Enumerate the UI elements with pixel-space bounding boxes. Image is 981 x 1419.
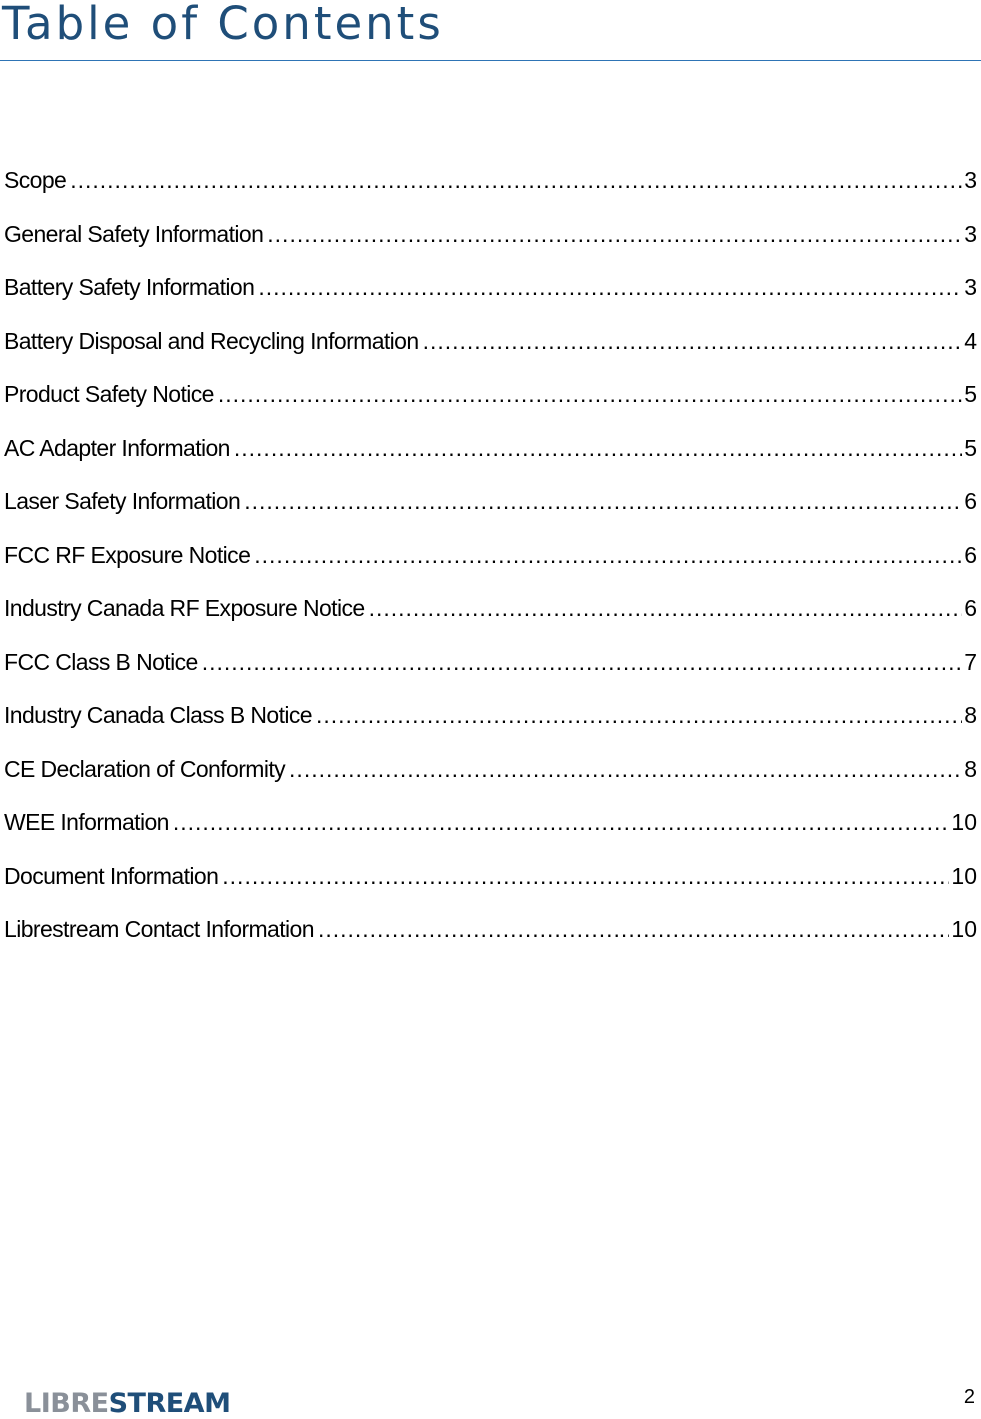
- toc-entry-page: 10: [951, 916, 977, 942]
- toc-entry[interactable]: [4, 154, 977, 208]
- toc-entry[interactable]: [4, 850, 977, 904]
- toc-entry-page: 6: [964, 595, 977, 621]
- toc-dot-leader: [218, 368, 962, 422]
- toc-entry-page: 5: [964, 434, 977, 461]
- toc-dot-leader: [173, 796, 950, 850]
- toc-dot-leader: [70, 154, 962, 208]
- logo-wordmark-stream: STREAM: [108, 1388, 231, 1419]
- toc-entry[interactable]: [4, 475, 977, 529]
- toc-entry[interactable]: [4, 796, 977, 850]
- toc-entry-page: 3: [964, 274, 977, 300]
- toc-dot-leader: [369, 582, 963, 636]
- toc-dot-leader: [318, 903, 949, 957]
- toc-entry-page: 4: [964, 327, 977, 354]
- toc-entry-label: Scope: [4, 167, 67, 193]
- toc-dot-leader: [316, 689, 962, 743]
- page-number: 2: [963, 1386, 975, 1408]
- toc-entry-label: Product Safety Notice: [4, 381, 214, 407]
- toc-entry-label: FCC Class B Notice: [4, 648, 198, 675]
- toc-entry-page: 3: [964, 167, 977, 193]
- toc-entry[interactable]: [4, 368, 977, 422]
- toc-entry-page: 8: [964, 755, 977, 782]
- toc-entry-page: 3: [964, 220, 977, 247]
- toc-entry[interactable]: [4, 903, 977, 957]
- toc-entry-page: 10: [951, 862, 977, 889]
- toc-entry[interactable]: [4, 743, 977, 797]
- toc-entry[interactable]: [4, 636, 977, 690]
- toc-entry[interactable]: [4, 208, 977, 262]
- toc-dot-leader: [222, 850, 949, 904]
- toc-entry-label: Battery Safety Information: [4, 274, 255, 300]
- table-of-contents: [4, 154, 977, 957]
- toc-entry-page: 10: [951, 809, 977, 835]
- toc-entry-page: 6: [964, 541, 977, 568]
- page-title: Table of Contents: [2, 0, 444, 50]
- toc-dot-leader: [423, 315, 963, 369]
- toc-entry-label: Document Information: [4, 862, 219, 889]
- librestream-logo: [24, 1390, 230, 1418]
- toc-dot-leader: [202, 636, 963, 690]
- toc-dot-leader: [258, 261, 962, 315]
- toc-entry-label: FCC RF Exposure Notice: [4, 541, 251, 568]
- toc-entry-label: Industry Canada RF Exposure Notice: [4, 595, 365, 621]
- toc-entry-label: Industry Canada Class B Notice: [4, 702, 312, 728]
- toc-entry[interactable]: [4, 261, 977, 315]
- toc-entry-label: AC Adapter Information: [4, 434, 230, 461]
- toc-entry-label: WEE Information: [4, 809, 169, 835]
- toc-entry-page: 6: [964, 488, 977, 514]
- toc-entry[interactable]: [4, 422, 977, 476]
- toc-entry-page: 7: [964, 648, 977, 675]
- toc-entry-label: Laser Safety Information: [4, 488, 241, 514]
- toc-dot-leader: [267, 208, 962, 262]
- toc-entry-label: General Safety Information: [4, 220, 264, 247]
- toc-entry-label: Librestream Contact Information: [4, 916, 314, 942]
- toc-entry[interactable]: [4, 529, 977, 583]
- toc-entry[interactable]: [4, 315, 977, 369]
- toc-entry-page: 8: [964, 702, 977, 728]
- toc-dot-leader: [244, 475, 962, 529]
- toc-dot-leader: [254, 529, 962, 583]
- toc-entry-label: CE Declaration of Conformity: [4, 755, 286, 782]
- toc-entry[interactable]: [4, 582, 977, 636]
- title-divider: [0, 60, 981, 61]
- toc-entry-page: 5: [964, 381, 977, 407]
- toc-dot-leader: [289, 743, 962, 797]
- toc-entry[interactable]: [4, 689, 977, 743]
- logo-wordmark-libre: LIBRE: [24, 1388, 109, 1419]
- toc-entry-label: Battery Disposal and Recycling Information: [4, 327, 419, 354]
- toc-dot-leader: [234, 422, 962, 476]
